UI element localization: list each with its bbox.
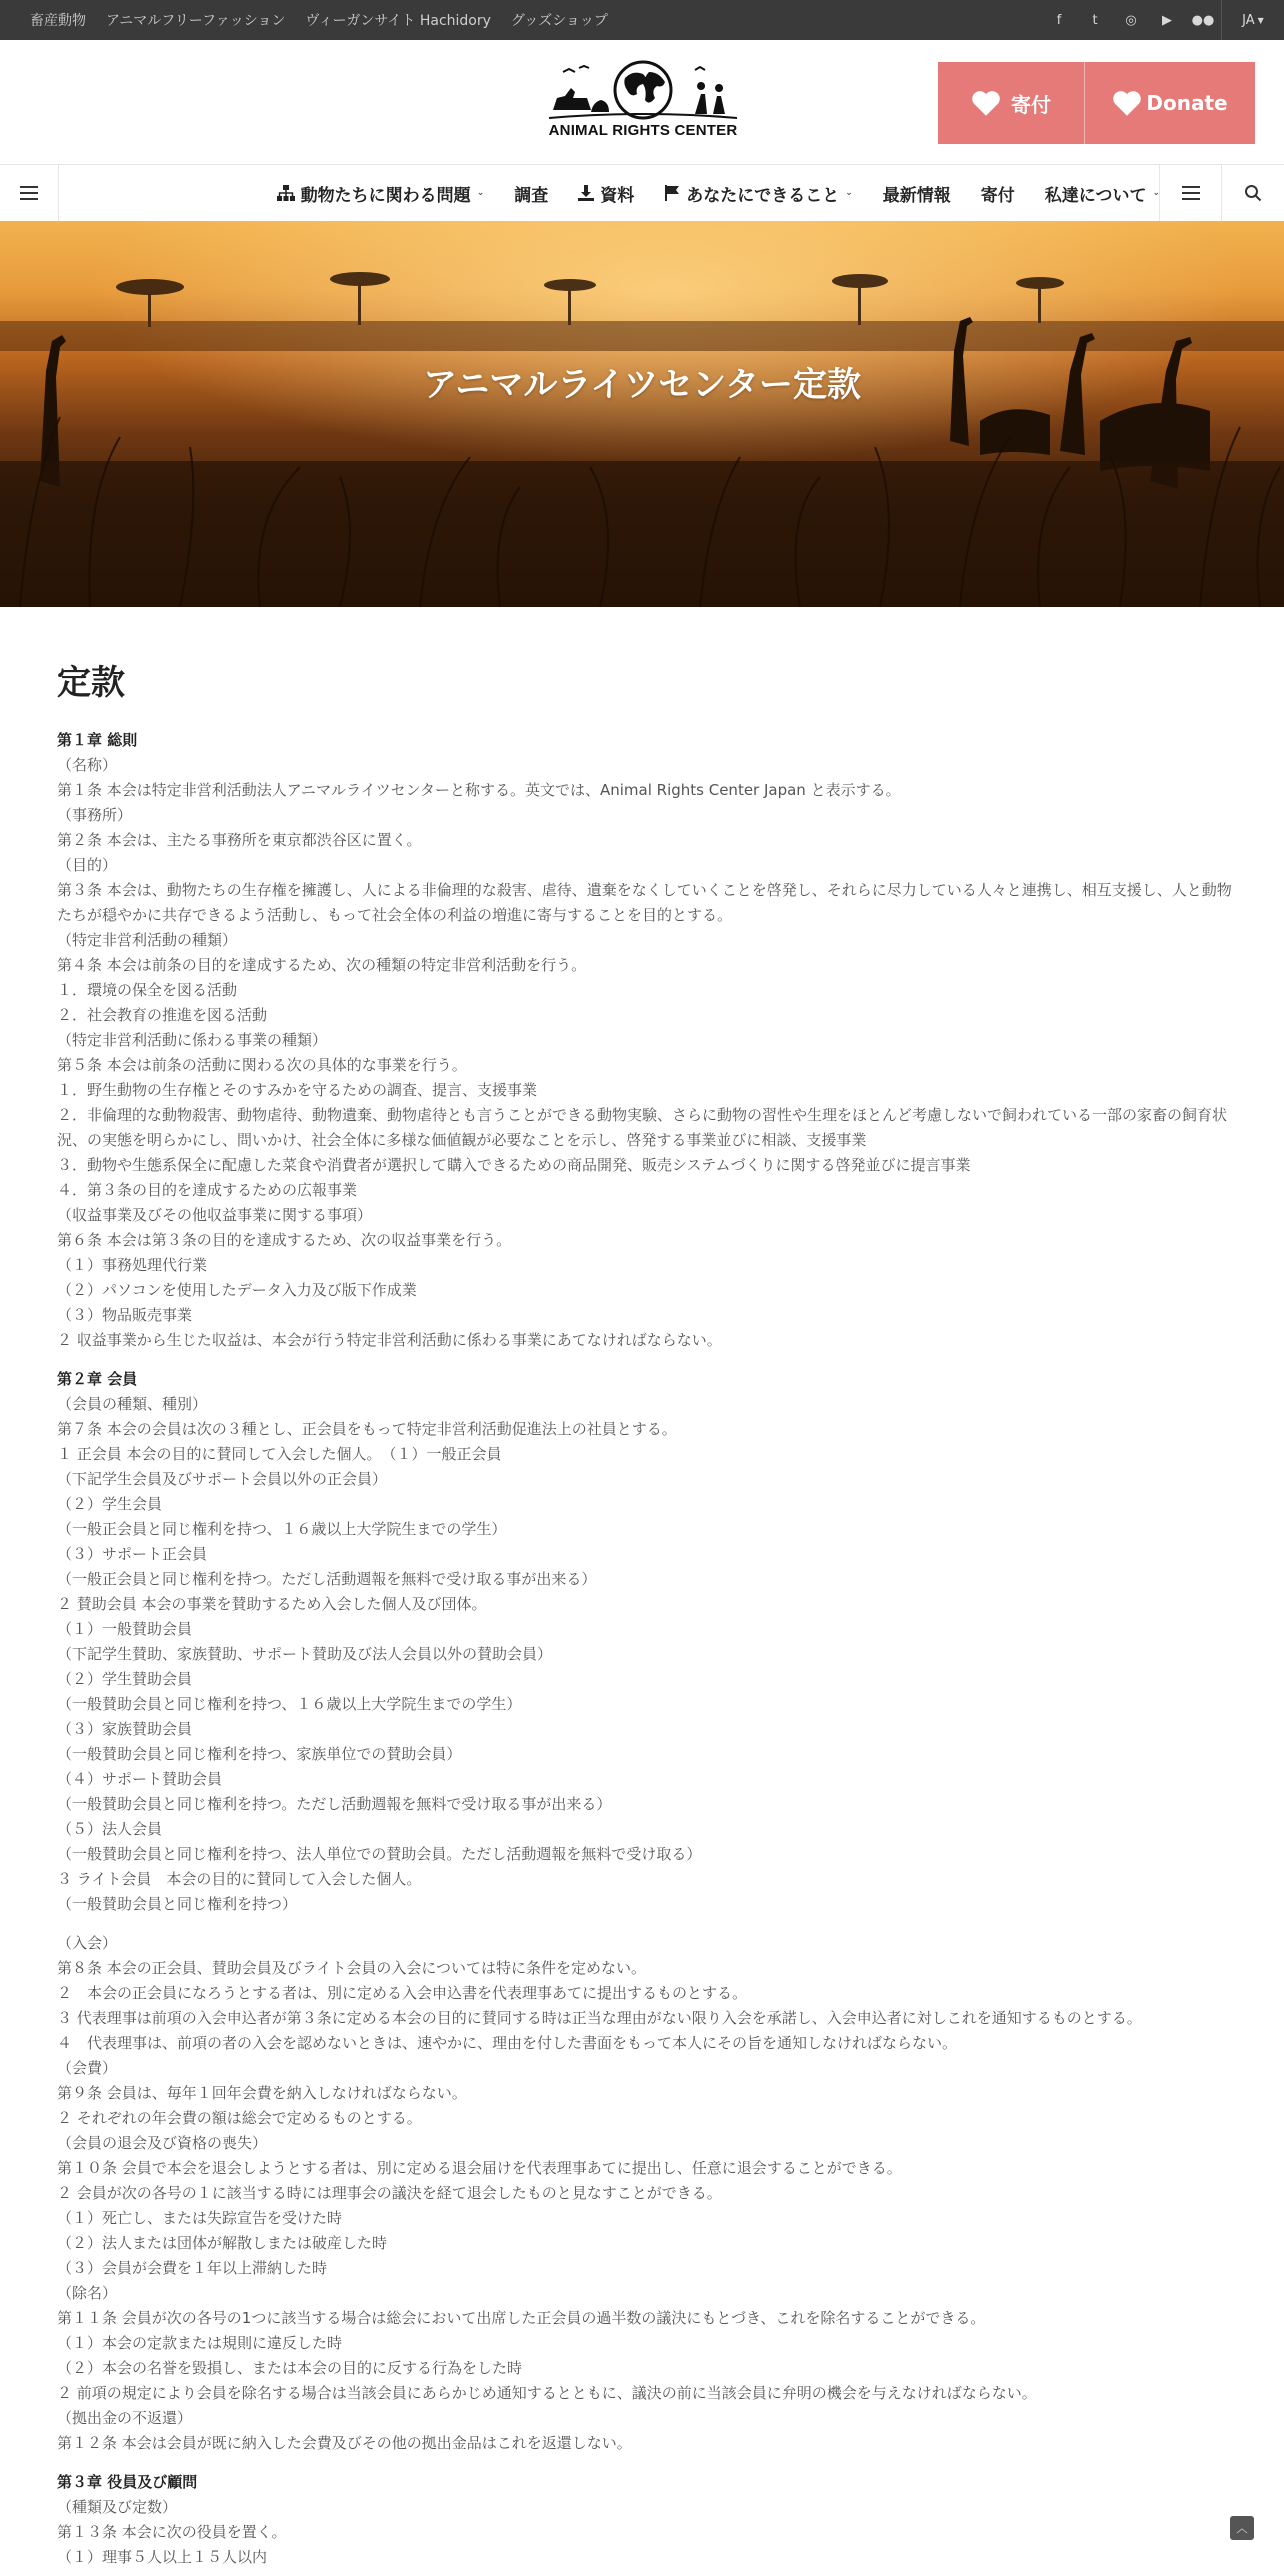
- article-line: （一般賛助会員と同じ権利を持つ、法人単位での賛助会員。ただし活動週報を無料で受け取る）: [57, 1845, 702, 1863]
- article-line: ２ 収益事業から生じた収益は、本会が行う特定非営利活動に係わる事業にあてなければならない。: [57, 1331, 722, 1349]
- instagram-icon[interactable]: ◎: [1125, 12, 1137, 28]
- heart-icon: [971, 90, 1001, 117]
- article-line: （種類及び定数）: [57, 2498, 178, 2516]
- top-link-goods-shop[interactable]: グッズショップ: [510, 13, 608, 29]
- article-line: 第１１条 会員が次の各号の1つに該当する場合は総会において出席した正会員の過半数の議決にもとづき、これを除名することができる。: [57, 2309, 986, 2327]
- sitemap-icon: [277, 185, 295, 201]
- article-line: （除名）: [57, 2284, 118, 2302]
- hero-banner: [0, 221, 1284, 607]
- article-line: （２）学生賛助会員: [57, 1670, 193, 1688]
- search-icon: [1244, 184, 1262, 202]
- article-line: （会員の退会及び資格の喪失）: [57, 2134, 268, 2152]
- nav-item-label: 私達について: [1044, 185, 1147, 206]
- article-line: （名称）: [57, 756, 118, 774]
- top-bar: [0, 0, 1284, 40]
- nav-item-investigation[interactable]: [514, 181, 548, 206]
- article-line: （一般正会員と同じ権利を持つ。ただし活動週報を無料で受け取る事が出来る）: [57, 1570, 597, 1588]
- heart-icon: [1112, 90, 1142, 117]
- nav-items: [277, 165, 1160, 221]
- article-line: （目的）: [57, 856, 118, 874]
- social-links: [1041, 0, 1284, 40]
- main-nav: [0, 164, 1284, 222]
- article-line: １ 正会員 本会の目的に賛同して入会した個人。 （１）一般正会員: [57, 1445, 502, 1463]
- menu-toggle-right[interactable]: [1159, 165, 1222, 221]
- article-line: 第９条 会員は、毎年１回年会費を納入しなければならない。: [57, 2084, 467, 2102]
- article-line: ２．社会教育の推進を図る活動: [57, 1006, 268, 1024]
- article-line: ２ それぞれの年会費の額は総会で定めるものとする。: [57, 2109, 422, 2127]
- article-heading: 定款: [57, 663, 125, 703]
- top-links: [30, 0, 608, 40]
- chapter-title: 第３章 役員及び顧問: [57, 2473, 198, 2491]
- chevron-down-icon: ▼: [1257, 15, 1264, 25]
- article-line: 第４条 本会は前条の目的を達成するため、次の種類の特定非営利活動を行う。: [57, 956, 587, 974]
- article-line: （３）サポート正会員: [57, 1545, 208, 1563]
- article-line: （拠出金の不返還）: [57, 2409, 193, 2427]
- twitter-icon[interactable]: t: [1092, 12, 1098, 28]
- donate-ja-button[interactable]: [938, 62, 1085, 144]
- article-line: （３）家族賛助会員: [57, 1720, 193, 1738]
- article-line: （一般賛助会員と同じ権利を持つ）: [57, 1895, 298, 1913]
- article-line: 第５条 本会は前条の活動に関わる次の具体的な事業を行う。: [57, 1056, 467, 1074]
- article-line: 第１３条 本会に次の役員を置く。: [57, 2523, 287, 2541]
- flickr-icon[interactable]: ●●: [1191, 12, 1215, 28]
- article-line: （２）パソコンを使用したデータ入力及び版下作成業: [57, 1281, 417, 1299]
- article-line: 第３条 本会は、動物たちの生存権を擁護し、人による非倫理的な殺害、虐待、遺棄をなくしていくことを啓発し、それらに尽力している人々と連携し、相互支援し、人と動物たちが穏やかに共存できるよう活動し、もって社会全体の利益の増進に寄与することを目的とする。: [57, 881, 1232, 924]
- nav-item-label: 寄付: [980, 185, 1015, 206]
- article-line: ３ 代表理事は前項の入会申込者が第３条に定める本会の目的に賛同する時は正当な理由がない限り入会を承諾し、入会申込者に対しこれを通知するものとする。: [57, 2009, 1142, 2027]
- article-line: １．環境の保全を図る活動: [57, 981, 238, 999]
- article-line: （２）学生会員: [57, 1495, 163, 1513]
- nav-item-label: あなたにできること: [686, 185, 840, 206]
- article-section: [57, 1367, 1237, 1917]
- article-line: ３ ライト会員 本会の目的に賛同して入会した個人。: [57, 1870, 422, 1888]
- facebook-icon[interactable]: f: [1056, 12, 1062, 28]
- donate-en-button[interactable]: [1085, 62, 1255, 144]
- youtube-icon[interactable]: ▶: [1162, 12, 1172, 28]
- nav-item-about-us[interactable]: [1045, 181, 1160, 206]
- nav-item-label: 最新情報: [882, 185, 951, 206]
- top-link-livestock[interactable]: 畜産動物: [30, 13, 86, 29]
- page-title: アニマルライツセンター定款: [423, 365, 861, 405]
- site-header: [0, 40, 1284, 164]
- article-line: （事務所）: [57, 806, 133, 824]
- article-line: 第１２条 本会は会員が既に納入した会費及びその他の拠出金品はこれを返還しない。: [57, 2434, 632, 2452]
- nav-item-resources[interactable]: [578, 181, 634, 206]
- nav-item-label: 動物たちに関わる問題: [300, 185, 471, 206]
- language-label: JA: [1242, 12, 1255, 28]
- nav-item-animal-issues[interactable]: [277, 181, 485, 206]
- language-switcher[interactable]: [1221, 0, 1284, 40]
- article-line: （会費）: [57, 2059, 118, 2077]
- article-line: （３）会員が会費を１年以上滞納した時: [57, 2259, 328, 2277]
- top-link-hachidory[interactable]: ヴィーガンサイト Hachidory: [305, 13, 491, 29]
- nav-item-latest-news[interactable]: [883, 181, 951, 206]
- article-line: ２ 会員が次の各号の１に該当する時には理事会の議決を経て退会したものと見なすことができる。: [57, 2184, 722, 2202]
- donate-ja-label: 寄付: [1011, 92, 1051, 117]
- chevron-down-icon: ⌄: [845, 188, 853, 198]
- article-line: （一般正会員と同じ権利を持つ、１６歳以上大学院生までの学生）: [57, 1520, 507, 1538]
- scroll-to-top-button[interactable]: [1230, 2516, 1254, 2540]
- article-line: ４ 代表理事は、前項の者の入会を認めないときは、速やかに、理由を付した書面をもって本人にその旨を通知しなければならない。: [57, 2034, 958, 2052]
- chapter-title: 第１章 総則: [57, 731, 138, 749]
- article-line: 第２条 本会は、主たる事務所を東京都渋谷区に置く。: [57, 831, 422, 849]
- article-content: [57, 660, 1237, 2570]
- donate-buttons: [938, 62, 1255, 144]
- article-line: （特定非営利活動に係わる事業の種類）: [57, 1031, 328, 1049]
- savanna-giraffes-image: [0, 221, 1284, 607]
- article-line: 第１０条 会員で本会を退会しようとする者は、別に定める退会届けを代表理事あてに提出し、任意に退会することができる。: [57, 2159, 902, 2177]
- search-button[interactable]: [1221, 165, 1284, 221]
- article-sections: [57, 728, 1237, 2570]
- nav-item-label: 資料: [600, 185, 635, 206]
- article-line: 第７条 本会の会員は次の３種とし、正会員をもって特定非営利活動促進法上の社員とする。: [57, 1420, 677, 1438]
- article-section: [57, 2470, 1237, 2570]
- article-line: ２ 本会の正会員になろうとする者は、別に定める入会申込書を代表理事あてに提出するものとする。: [57, 1984, 748, 2002]
- logo-text: ANIMAL RIGHTS CENTER: [548, 122, 738, 139]
- menu-toggle-left[interactable]: [0, 165, 59, 221]
- flag-icon: [664, 185, 680, 201]
- article-line: （一般賛助会員と同じ権利を持つ、１６歳以上大学院生までの学生）: [57, 1695, 522, 1713]
- article-line: （１）本会の定款または規則に違反した時: [57, 2334, 343, 2352]
- article-line: （１）理事５人以上１５人以内: [57, 2548, 268, 2566]
- article-line: （下記学生会員及びサポート会員以外の正会員）: [57, 1470, 388, 1488]
- article-line: （１）死亡し、または失踪宣告を受けた時: [57, 2209, 343, 2227]
- article-section: [57, 1931, 1237, 2456]
- hamburger-icon: [1182, 186, 1200, 200]
- article-line: （下記学生賛助、家族賛助、サポート賛助及び法人会員以外の賛助会員）: [57, 1645, 553, 1663]
- article-line: （５）法人会員: [57, 1820, 163, 1838]
- article-line: （２）本会の名誉を毀損し、または本会の目的に反する行為をした時: [57, 2359, 523, 2377]
- article-line: 第６条 本会は第３条の目的を達成するため、次の収益事業を行う。: [57, 1231, 512, 1249]
- article-line: ４．第３条の目的を達成するための広報事業: [57, 1181, 358, 1199]
- article-line: （１）事務処理代行業: [57, 1256, 208, 1274]
- top-link-animal-free-fashion[interactable]: アニマルフリーファッション: [106, 13, 286, 29]
- nav-item-donate[interactable]: [981, 181, 1015, 206]
- hamburger-icon: [20, 186, 38, 200]
- article-line: （入会）: [57, 1934, 118, 1952]
- article-line: 第１条 本会は特定非営利活動法人アニマルライツセンターと称する。英文では、Animal Rights Center Japan と表示する。: [57, 781, 901, 799]
- article-line: （４）サポート賛助会員: [57, 1770, 223, 1788]
- article-line: （一般賛助会員と同じ権利を持つ、家族単位での賛助会員）: [57, 1745, 462, 1763]
- chevron-up-icon: ︿: [1236, 2522, 1248, 2535]
- donate-en-label: Donate: [1146, 91, 1228, 115]
- article-line: （収益事業及びその他収益事業に関する事項）: [57, 1206, 373, 1224]
- chevron-down-icon: ⌄: [1152, 188, 1160, 198]
- article-line: ２ 前項の規定により会員を除名する場合は当該会員にあらかじめ通知するとともに、議決の前に当該会員に弁明の機会を与えなければならない。: [57, 2384, 1037, 2402]
- article-section: [57, 728, 1237, 1353]
- site-logo[interactable]: [545, 60, 741, 144]
- article-line: ２．非倫理的な動物殺害、動物虐待、動物遺棄、動物虐待とも言うことができる動物実験、さらに動物の習性や生理をほとんど考慮しないで飼われている一部の家畜の飼育状況、の実態を明らかにし、問いかけ、社会全体に多様な価値観が必要なことを示し、啓発する事業並びに相談、支援事業: [57, 1106, 1228, 1149]
- article-line: （１）一般賛助会員: [57, 1620, 193, 1638]
- article-line: ３．動物や生態系保全に配慮した菜食や消費者が選択して購入できるための商品開発、販売システムづくりに関する啓発並びに提言事業: [57, 1156, 971, 1174]
- chapter-title: 第２章 会員: [57, 1370, 138, 1388]
- download-icon: [578, 185, 594, 201]
- nav-item-label: 調査: [514, 185, 549, 206]
- article-line: 第８条 本会の正会員、賛助会員及びライト会員の入会については特に条件を定めない。: [57, 1959, 647, 1977]
- article-line: （特定非営利活動の種類）: [57, 931, 238, 949]
- chevron-down-icon: ⌄: [476, 188, 485, 198]
- article-line: （会員の種類、種別）: [57, 1395, 208, 1413]
- article-line: （一般賛助会員と同じ権利を持つ。ただし活動週報を無料で受け取る事が出来る）: [57, 1795, 612, 1813]
- article-line: １．野生動物の生存権とそのすみかを守るための調査、提言、支援事業: [57, 1081, 538, 1099]
- nav-item-what-you-can-do[interactable]: [664, 181, 853, 206]
- article-line: （３）物品販売事業: [57, 1306, 193, 1324]
- article-line: （２）法人または団体が解散しまたは破産した時: [57, 2234, 388, 2252]
- article-line: ２ 賛助会員 本会の事業を賛助するため入会した個人及び団体。: [57, 1595, 487, 1613]
- globe-animals-logo-icon: [545, 60, 741, 122]
